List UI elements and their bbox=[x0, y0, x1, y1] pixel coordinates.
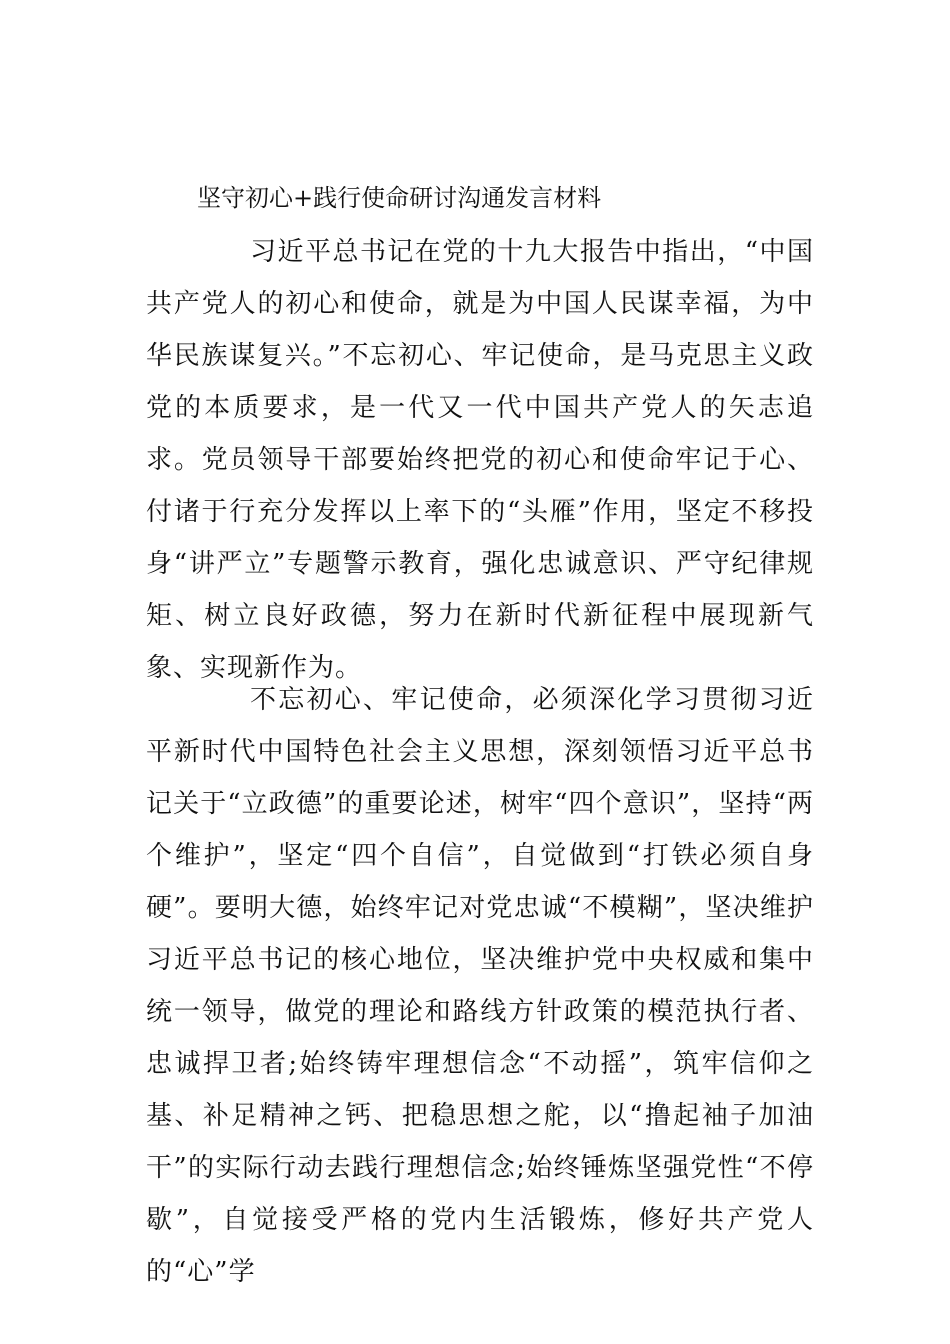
document-title: 坚守初心+践行使命研讨沟通发言材料 bbox=[197, 184, 602, 212]
paragraph-2: 不忘初心、牢记使命，必须深化学习贯彻习近平新时代中国特色社会主义思想，深刻领悟习近平总书记关于“立政德”的重要论述，树牢“四个意识”，坚持“两个维护”，坚定“四个自信”，自觉做到“打铁必须自身硬”。要明大德，始终牢记对党忠诚“不模糊”，坚决维护习近平总书记的核心地位，坚决维护党中央权威和集中统一领导，做党的理论和路线方针政策的模范执行者、忠诚捍卫者;始终铸牢理想信念“不动摇”，筑牢信仰之基、补足精神之钙、把稳思想之舵，以“撸起袖子加油干”的实际行动去践行理想信念;始终锤炼坚强党性“不停歇”，自觉接受严格的党内生活锻炼，修好共产党人的“心”学 bbox=[146, 685, 814, 1287]
paragraph-1: 习近平总书记在党的十九大报告中指出，“中国共产党人的初心和使命，就是为中国人民谋幸福，为中华民族谋复兴。”不忘初心、牢记使命，是马克思主义政党的本质要求，是一代又一代中国共产党人的矢志追求。党员领导干部要始终把党的初心和使命牢记于心、付诸于行充分发挥以上率下的“头雁”作用，坚定不移投身“讲严立”专题警示教育，强化忠诚意识、严守纪律规矩、树立良好政德，努力在新时代新征程中展现新气象、实现新作为。 bbox=[146, 237, 814, 683]
